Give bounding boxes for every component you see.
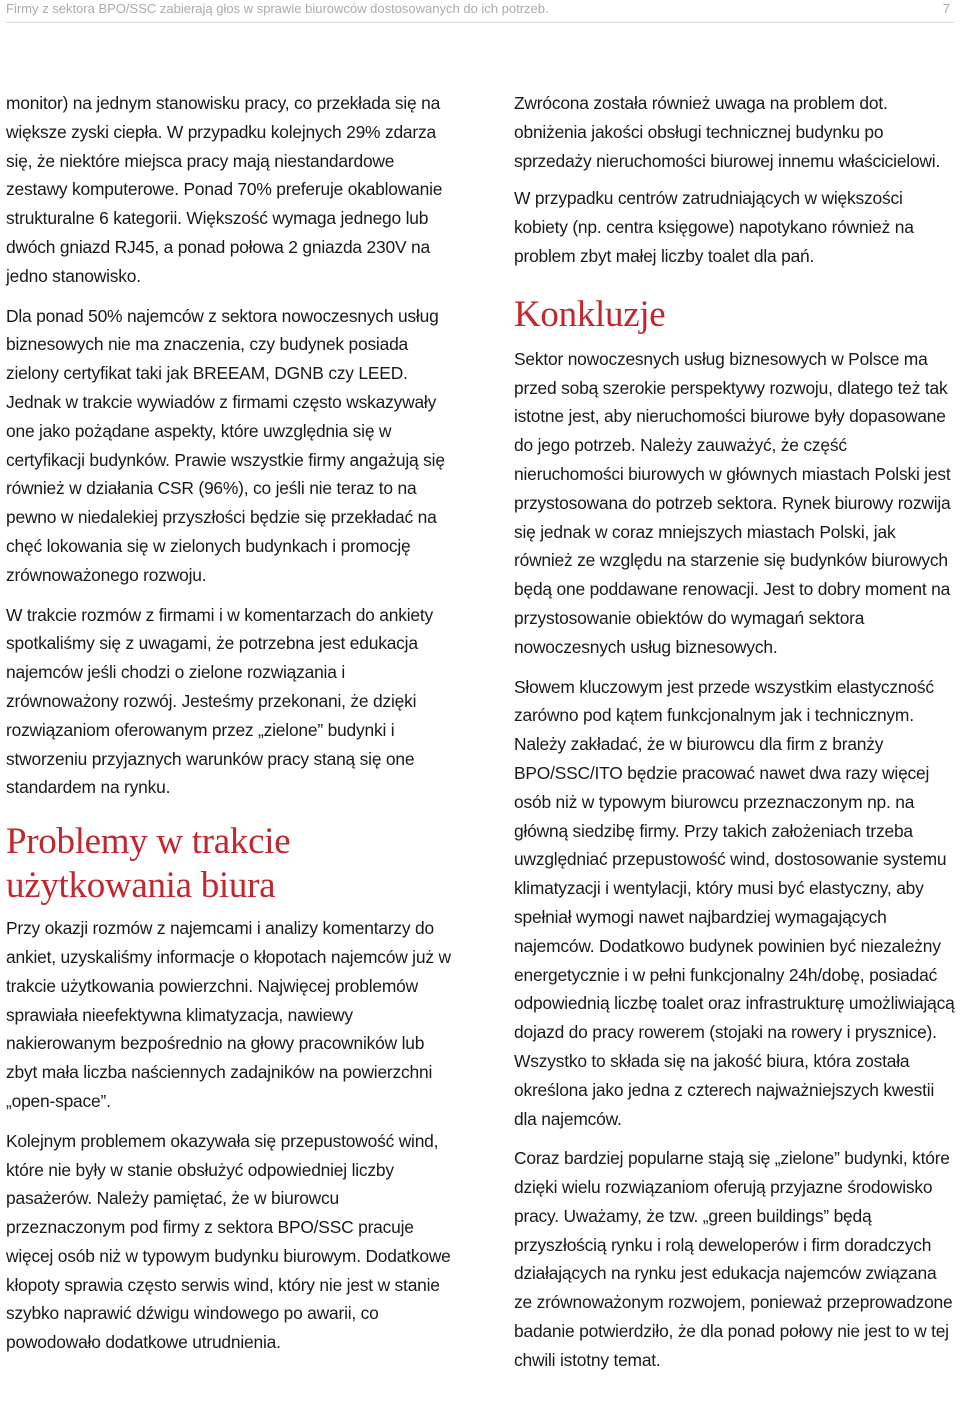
section-heading-conclusions: Konkluzje (514, 293, 666, 335)
body-paragraph: monitor) na jednym stanowisku pracy, co przekłada się na większe zyski ciepła. W przypadku kolejnych 29% zdarza się, że niektóre miejsca pracy mają niestandardowe zestawy komputerowe. Ponad 70% preferuje okablowanie strukturalne 6 kategorii. Większość wymaga jednego lub dwóch gniazd RJ45, a ponad połowa 2 gniazda 230V na jedno stanowisko. (6, 93, 443, 286)
body-paragraph: Dla ponad 50% najemców z sektora nowoczesnych usług biznesowych nie ma znaczenia, czy budynek posiada zielony certyfikat taki jak BREEAM, DGNB czy LEED. Jednak w trakcie wywiadów z firmami często wskazywały one jako pożądane aspekty, które uwzględnia się w certyfikacji budynków. Prawie wszystkie firmy angażują się również w działania CSR (96%), co jeśli nie teraz to na pewno w niedalekiej przyszłości będzie się przekładać na chęć lokowania się w zielonych budynkach i promocję zrównoważonego rozwoju. (6, 305, 445, 585)
body-paragraph: W przypadku centrów zatrudniających w większości kobiety (np. centra księgowe) napotykano również na problem zbyt małej liczby toalet dla pań. (514, 188, 914, 266)
body-paragraph: Sektor nowoczesnych usług biznesowych w Polsce ma przed sobą szerokie perspektywy rozwoju, dlatego też tak istotne jest, aby nieruchomości biurowe były dopasowane do jego potrzeb. Należy zauważyć, że część nieruchomości biurowych w głównych miastach Polski jest przystosowana do potrzeb sektora. Rynek biurowy rozwija się jednak w coraz mniejszych miastach Polski, jak również ze względu na starzenie się budynków biurowych będą one poddawane renowacji. Jest to dobry moment na przystosowanie obiektów do wymagań sektora nowoczesnych usług biznesowych. (514, 348, 951, 657)
section-heading-problems: Problemy w trakcie użytkowania biura (6, 821, 291, 907)
body-paragraph: Słowem kluczowym jest przede wszystkim elastyczność zarówno pod kątem funkcjonalnym jak i technicznym. Należy zakładać, że w biurowcu dla firm z branży BPO/SSC/ITO będzie pracować nawet dwa razy więcej osób niż w typowym biurowcu przeznaczonym np. na główną siedzibę firmy. Przy takich założeniach trzeba uwzględniać przepustowość wind, dostosowanie systemu klimatyzacji i wentylacji, który musi być elastyczny, aby spełniał wymogi nawet najbardziej wymagających najemców. Dodatkowo budynek powinien być niezależny energetycznie i w pełni funkcjonalny 24h/dobę, posiadać odpowiednią liczbę toalet oraz infrastrukturę umożliwiającą dojazd do pracy rowerem (stojaki na rowery i prysznice). Wszystko to składa się na jakość biura, która została określona jako jedna z czterech najważniejszych kwestii dla najemców. (514, 676, 955, 1129)
body-paragraph: Coraz bardziej popularne stają się „zielone” budynki, które dzięki wielu rozwiązaniom oferują przyjazne środowisko pracy. Uważamy, że tzw. „green buildings” będą przyszłością rynku i rolą deweloperów i firm doradczych działających na rynku jest edukacja najemców związana ze zrównoważonym rozwojem, ponieważ przeprowadzone badanie potwierdziło, że dla ponad połowy nie jest to w tej chwili istotny temat. (514, 1148, 953, 1370)
left-column (6, 89, 458, 1368)
body-paragraph: W trakcie rozmów z firmami i w komentarzach do ankiety spotkaliśmy się z uwagami, że potrzebna jest edukacja najemców jeśli chodzi o zielone rozwiązania i zrównoważony rozwój. Jesteśmy przekonani, że dzięki rozwiązaniom oferowanym przez „zielone” budynki i stworzeniu przyjaznych warunków pracy staną się one standardem na rynku. (6, 604, 433, 798)
body-paragraph: Kolejnym problemem okazywała się przepustowość wind, które nie były w stanie obsłużyć odpowiedniej liczby pasażerów. Należy pamiętać, że w biurowcu przeznaczonym pod firmy z sektora BPO/SSC pracuje więcej osób niż w typowym budynku biurowym. Dodatkowe kłopoty sprawia często serwis wind, który nie jest w stanie szybko naprawić dźwigu windowego po awarii, co powodowało dodatkowe utrudnienia. (6, 1130, 451, 1353)
body-paragraph: Zwrócona została również uwaga na problem dot. obniżenia jakości obsługi technicznej budynku po sprzedaży nieruchomości biurowej innemu właścicielowi. (514, 93, 941, 171)
right-column (514, 89, 958, 1386)
body-paragraph: Przy okazji rozmów z najemcami i analizy komentarzy do ankiet, uzyskaliśmy informacje o kłopotach najemców już w trakcie użytkowania powierzchni. Najwięcej problemów sprawiała nieefektywna klimatyzacja, nawiewy nakierowanym bezpośrednio na głowy pracowników lub zbyt mała liczba naściennych zadajników na powierzchni „open-space”. (6, 918, 451, 1111)
page-number: 7 (942, 1, 950, 16)
page-header (6, 0, 954, 23)
running-header-title: Firmy z sektora BPO/SSC zabierają głos w sprawie biurowców dostosowanych do ich potrzeb. (6, 1, 549, 16)
